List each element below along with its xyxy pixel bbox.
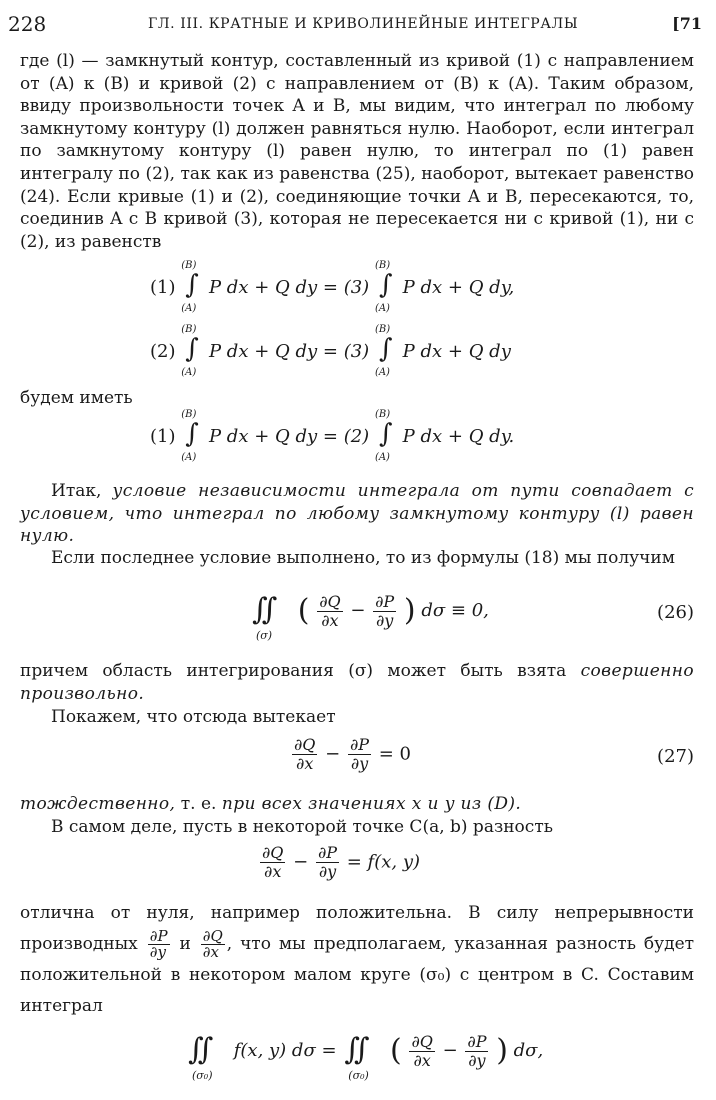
emphasis: совершенно произвольно. <box>20 661 695 704</box>
double-integral-sign: ∫∫ (σ₀) <box>188 1032 213 1082</box>
eq-mid: P dx + Q dy = (2) <box>208 426 370 447</box>
section-number: [71 <box>672 14 702 33</box>
double-integral-sign: ∫∫ (σ) <box>252 592 273 642</box>
fraction: $\frac{\partial Q}{\partial x}$ <box>411 1031 433 1070</box>
eq-tail: = f(x, y) <box>346 851 421 873</box>
eq-right: P dx + Q dy <box>402 341 511 362</box>
equation-number-27: (27) <box>657 746 694 767</box>
paragraph-5: причем область интегрирования (σ) может быть взята совершенно произвольно. <box>20 661 695 704</box>
paragraph-1: где (l) — замкнутый контур, составленный из кривой (1) с направлением от (A) к (B) и кривой (2) с направлением от (B) к (A). Таким образом, ввиду произвольности точек A и B, мы видим, что интеграл по любому замкнутому контуру (l) должен равняться нулю. Наоборот, если интеграл по замкнутому контуру (l) равен нулю, то интеграл по (1) равен интегралу по (2), так как из равенства (25), наоборот, вытекает равенство (24). Если кривые (1) и (2), соединяющие точки A и B, пересекаются, то, соединив A с B кривой (3), которая не пересекается ни с кривой (1), ни с (2), из равенств <box>20 51 694 252</box>
running-header <box>8 8 702 38</box>
paragraph-9: отлична от нуля, например положительна. В силу непрерывности производных $\frac{\partial P}{\partial y}$ и $\frac{\partial Q}{\partial x}$ , что мы предполагаем, указанная разность будет положительной в некотором малом круге (σ₀) с центром в C. Составим интеграл <box>20 903 695 1016</box>
paragraph-4: Если последнее условие выполнено, то из формулы (18) мы получим <box>51 548 675 568</box>
equation-26: ∫∫ (σ) ( $\frac{\partial Q}{\partial x}$ − $\frac{\partial P}{\partial y}$ ) dσ ≡ 0, <box>250 588 489 634</box>
integral-sign: (B) ∫ (A) <box>181 324 199 378</box>
equation-29: ∫∫ (σ₀) f(x, y) dσ = ∫∫ (σ₀) ( $\frac{\partial Q}{\partial x}$ − $\frac{\partial P}{\partial y}$ ) dσ, <box>186 1028 543 1074</box>
fraction: $\frac{\partial Q}{\partial x}$ <box>202 927 223 961</box>
paragraph-7: тождественно, т. е. при всех значениях x и y из (D). <box>20 794 522 814</box>
eq-label: (2) <box>150 341 176 362</box>
eq-left: f(x, y) dσ = <box>233 1040 337 1061</box>
integral-sign: (B) ∫ (A) <box>374 324 393 378</box>
eq-tail: = 0 <box>378 743 411 765</box>
equation-28: $\frac{\partial Q}{\partial x}$ − $\frac{\partial P}{\partial y}$ = f(x, y) <box>262 843 421 881</box>
eq-right: P dx + Q dy. <box>402 426 515 447</box>
eq-right: P dx + Q dy, <box>402 277 515 298</box>
running-head-title: ГЛ. III. КРАТНЫЕ И КРИВОЛИНЕЙНЫЕ ИНТЕГРАЛЫ <box>148 16 579 32</box>
fraction: $\frac{\partial P}{\partial y}$ <box>349 735 369 773</box>
equation-b <box>150 324 511 378</box>
double-integral-sign: ∫∫ (σ₀) <box>344 1032 369 1082</box>
paragraph-6: Покажем, что отсюда вытекает <box>51 707 336 727</box>
eq-mid: P dx + Q dy = (3) <box>208 277 370 298</box>
fraction: $\frac{\partial P}{\partial y}$ <box>317 843 337 881</box>
fraction: $\frac{\partial Q}{\partial x}$ <box>294 735 316 773</box>
fraction: $\frac{\partial Q}{\partial x}$ <box>319 591 341 630</box>
equation-a <box>150 260 515 314</box>
integral-sign: (B) ∫ (A) <box>374 409 393 463</box>
eq-mid: P dx + Q dy = (3) <box>208 341 370 362</box>
paragraph-3: Итак, условие независимости интеграла от пути совпадает с условием, что интеграл по любому замкнутому контуру (l) равен нулю. <box>20 481 695 547</box>
fraction: $\frac{\partial Q}{\partial x}$ <box>262 843 284 881</box>
fraction: $\frac{\partial P}{\partial y}$ <box>149 927 168 961</box>
fraction: $\frac{\partial P}{\partial y}$ <box>375 591 395 630</box>
equation-number-26: (26) <box>657 602 694 623</box>
paragraph-2: будем иметь <box>20 388 133 408</box>
eq-label: (1) <box>150 277 176 298</box>
fraction: $\frac{\partial P}{\partial y}$ <box>467 1031 487 1070</box>
emphasis: условие независимости интеграла от пути совпадает с условием, что интеграл по любому замкнутому контуру (l) равен нулю. <box>20 481 695 547</box>
eq-tail: dσ, <box>513 1040 544 1061</box>
paragraph-8: В самом деле, пусть в некоторой точке C(a, b) разность <box>51 817 553 837</box>
eq-label: (1) <box>150 426 176 447</box>
integral-sign: (B) ∫ (A) <box>374 260 393 314</box>
equation-c <box>150 409 515 463</box>
equation-27: $\frac{\partial Q}{\partial x}$ − $\frac{\partial P}{\partial y}$ = 0 <box>294 735 411 773</box>
eq-tail: dσ ≡ 0, <box>421 600 489 621</box>
page-number: 228 <box>8 12 47 36</box>
integral-sign: (B) ∫ (A) <box>181 260 199 314</box>
integral-sign: (B) ∫ (A) <box>181 409 199 463</box>
